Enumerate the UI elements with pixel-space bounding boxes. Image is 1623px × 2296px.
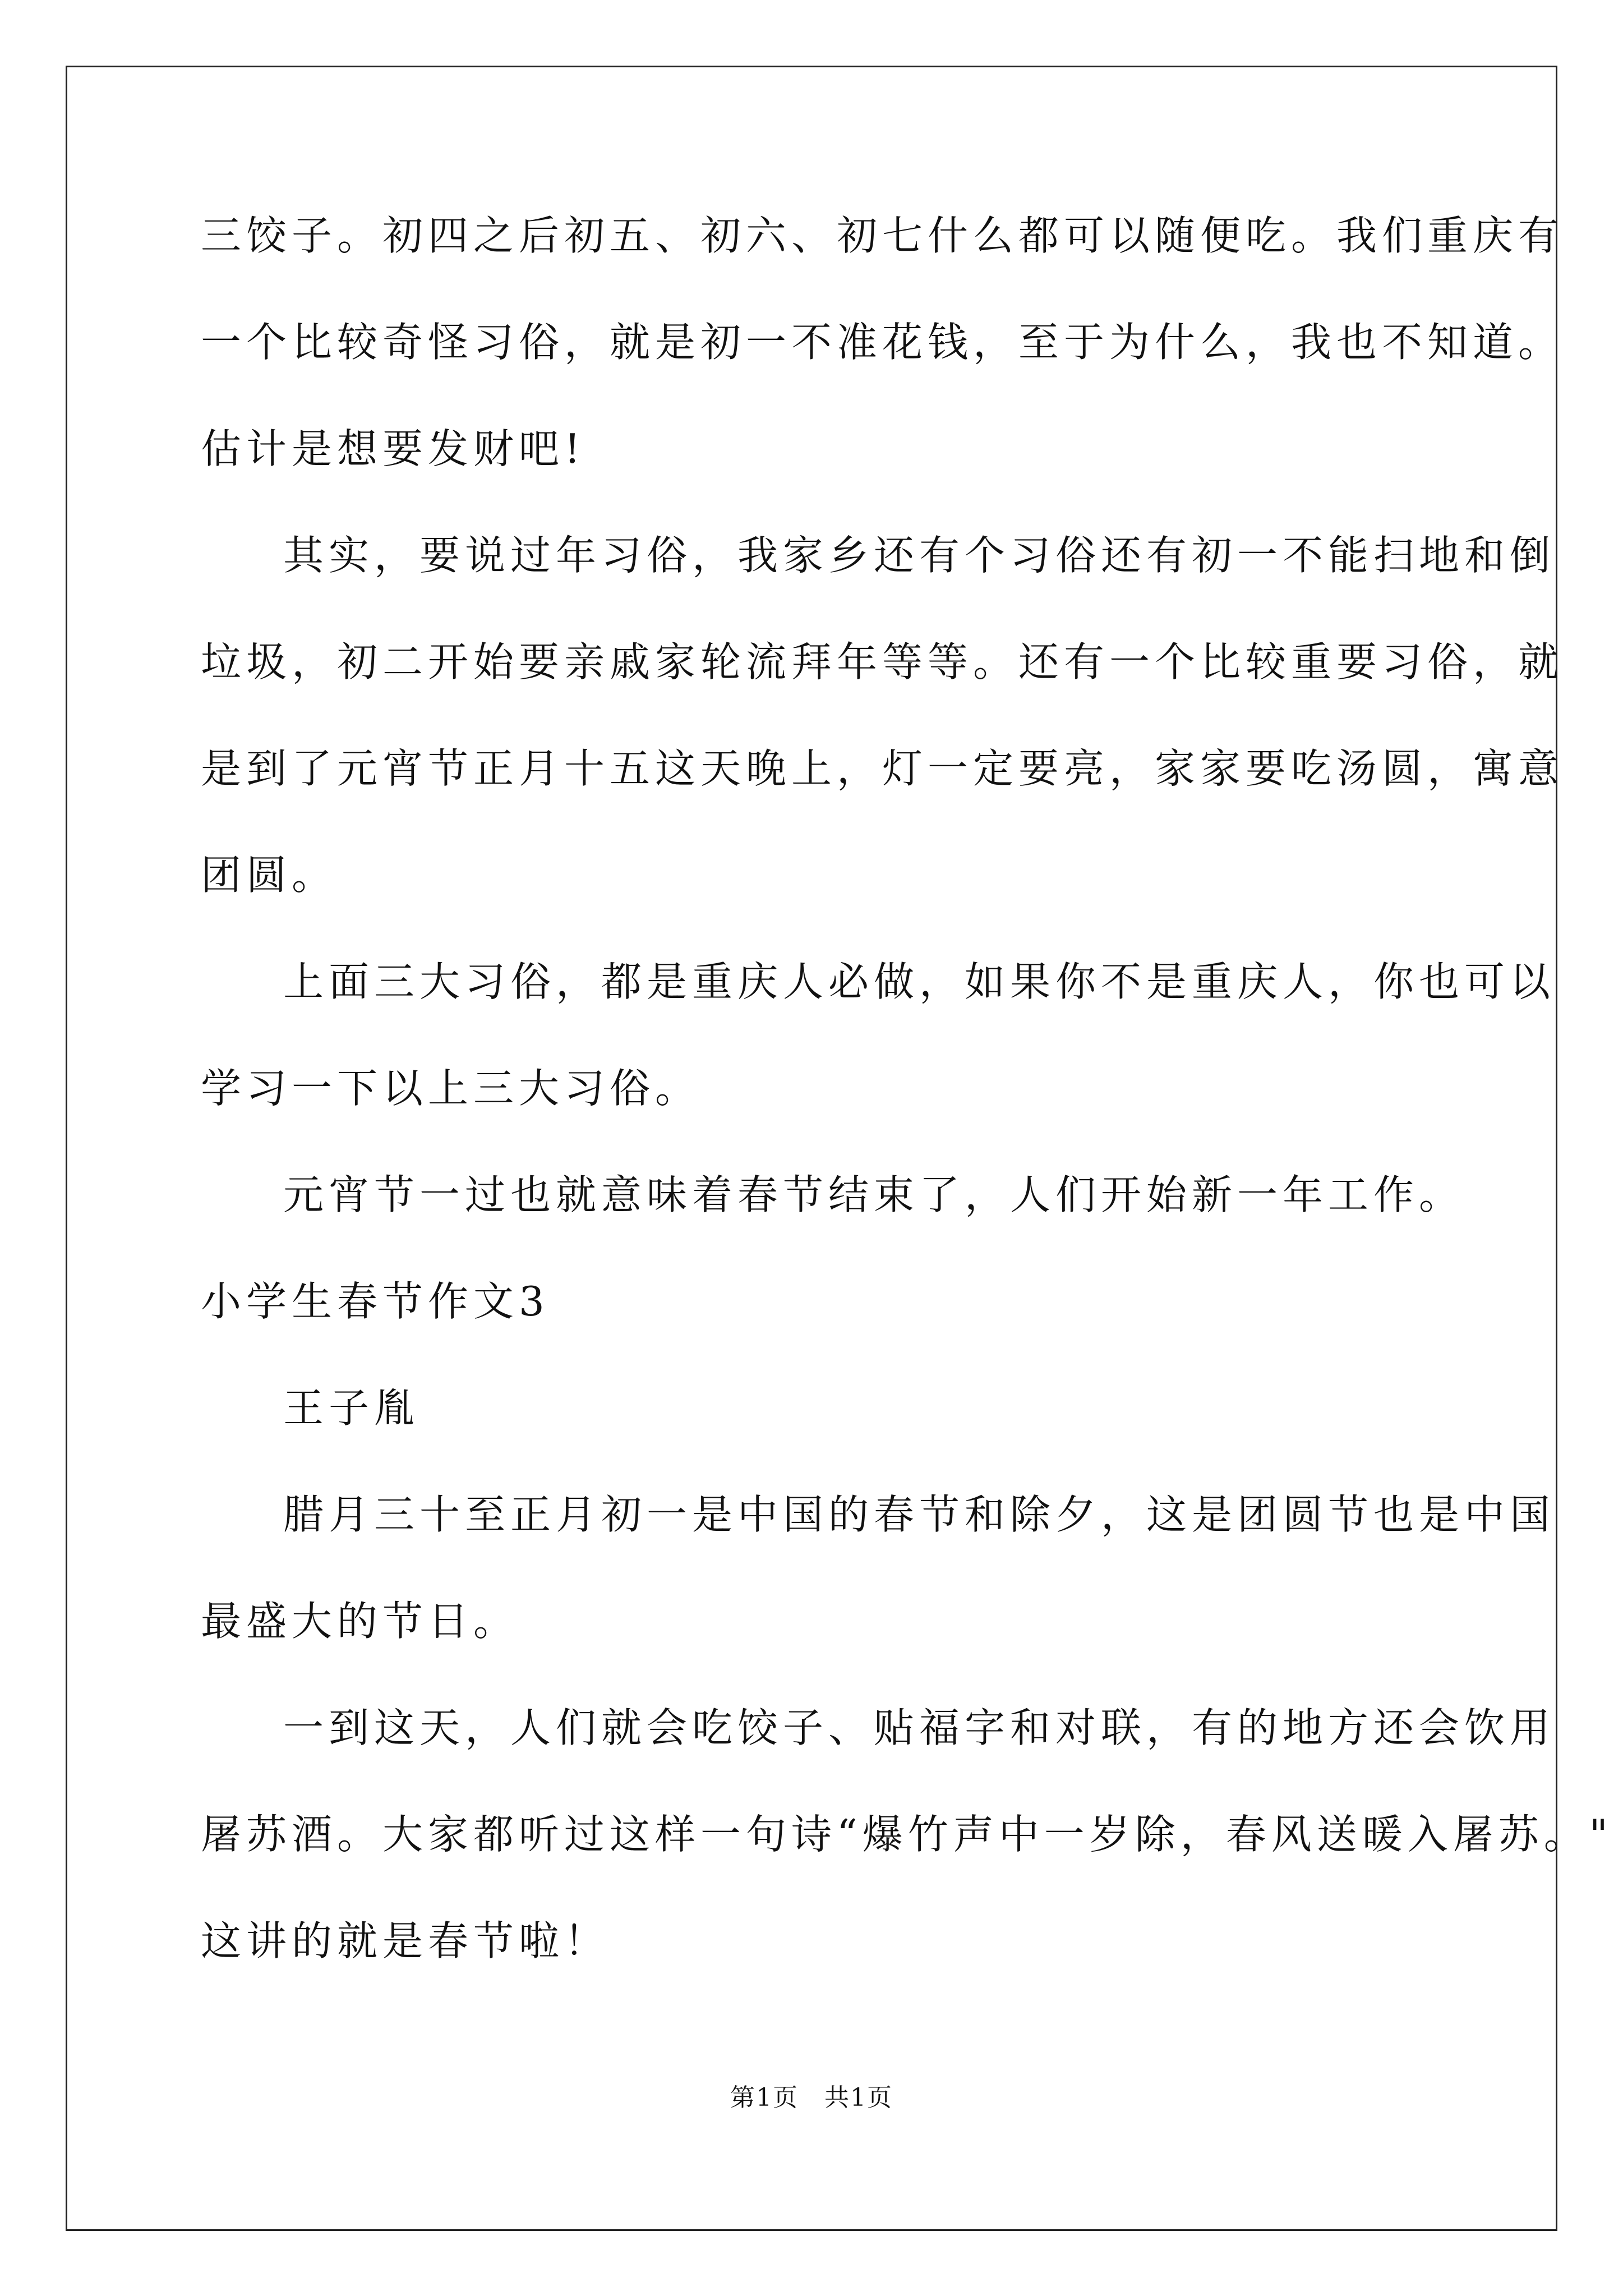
- paragraph-start: 上面三大习俗，都是重庆人必做，如果你不是重庆人，你也可以: [283, 958, 1556, 1005]
- paragraph-start: 元宵节一过也就意味着春节结束了，人们开始新一年工作。: [283, 1171, 1465, 1218]
- text-line: 学习一下以上三大习俗。: [201, 1065, 701, 1112]
- paragraph-start: 腊月三十至正月初一是中国的春节和除夕，这是团圆节也是中国: [283, 1491, 1556, 1538]
- section-title: 小学生春节作文3: [201, 1278, 550, 1325]
- text-line: 团圆。: [201, 852, 338, 899]
- text-line: 这讲的就是春节啦！: [201, 1917, 610, 1964]
- text-line: 一个比较奇怪习俗，就是初一不准花钱，至于为什么，我也不知道。: [201, 319, 1564, 366]
- paragraph-start: 其实，要说过年习俗，我家乡还有个习俗还有初一不能扫地和倒: [283, 532, 1556, 579]
- text-line: 估计是想要发财吧!: [201, 425, 585, 472]
- page-border: [66, 66, 1557, 2231]
- text-line: 最盛大的节日。: [201, 1598, 519, 1645]
- text-line: 垃圾，初二开始要亲戚家轮流拜年等等。还有一个比较重要习俗，就: [201, 638, 1564, 685]
- author-name: 王子胤: [283, 1384, 420, 1432]
- text-line: 是到了元宵节正月十五这天晚上，灯一定要亮，家家要吃汤圆，寓意: [201, 745, 1564, 792]
- page-number-footer: 第1页 共1页: [730, 2083, 893, 2112]
- paragraph-start: 一到这天，人们就会吃饺子、贴福字和对联，有的地方还会饮用: [283, 1704, 1556, 1751]
- text-line: 屠苏酒。大家都听过这样一句诗“爆竹声中一岁除，春风送暖入屠苏。": [201, 1811, 1613, 1858]
- text-line: 三饺子。初四之后初五、初六、初七什么都可以随便吃。我们重庆有: [201, 212, 1564, 259]
